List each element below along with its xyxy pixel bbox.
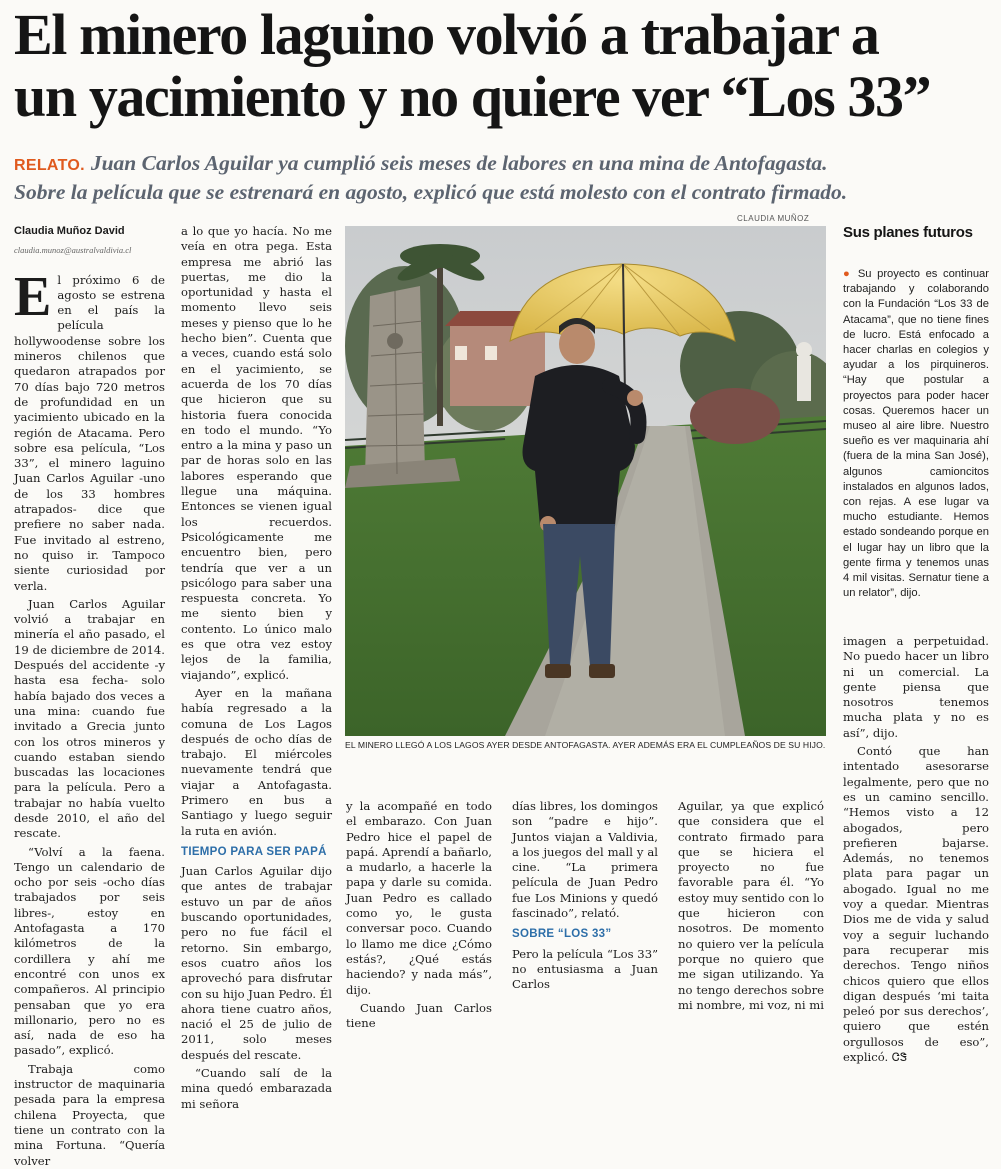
end-mark: ᏣᏕ [891,1050,908,1065]
paragraph: Ayer en la mañana había regresado a la comuna de Los Lagos después de ocho días de trabajo. El miércoles nuevamente tendrá que viajar a Antofagasta. Primero en bus a Santiago y luego seguir la ruta en avión. [181,685,332,838]
paragraph: “Cuando salí de la mina quedó embarazada mi señora [181,1066,332,1111]
paragraph: “Volví a la faena. Tengo un calendario de ocho por seis -ocho días trabajados por seis libres-, estoy en Antofagasta a 170 kilómetros de la cordillera y ahí me encontré con unos ex compañeros. Al principio pensaban que yo era millonario, pero no es así, nada de eso ha pasado”, explicó. [14,844,165,1058]
article-photo [345,226,826,736]
paragraph: imagen a perpetuidad. No puedo hacer un libro ni un comercial. La gente piensa que nosotros tenemos mucha plata y no es así”, dijo. [843,634,989,740]
article-column-4 [512,799,658,992]
paragraph-text: Contó que han intentado asesorarse legalmente, pero que no es un camino sencillo. “Hemos visto a 12 abogados, pero prefieren bajarse. Además, no tenemos plata para pagar un abogado. Igual no me voy a quedar. Mientras Dios me de vida y salud voy a seguir luchando para recuperar mis derechos. Tengo niños chicos quiero que ellos digan después ‘mi taita peleó por sus derechos’, quiero que estén orgullosos de eso”, explicó. [843,744,989,1065]
paragraph [14,265,165,594]
drop-cap: E [14,265,52,328]
paragraph-text: l próximo 6 de agosto se estrena en el país la película hollywoodense sobre los mineros chilenos que quedaron atrapados por 70 días bajo 720 metros de profundidad en un yacimiento ubicado en la región de Atacama. Pero sobre esa película, “Los 33”, el minero laguino Juan Carlos Aguilar -uno de los 33 hombres atrapados- dice que prefiere no saber nada. Fue invitado al estreno, no quiso ir. Tampoco siente curiosidad por verla. [14,272,165,593]
byline-email: claudia.munoz@australvaldivia.cl [14,245,132,256]
paragraph: a lo que yo hacía. No me veía en otra pega. Esta empresa me abrió las puertas, me dio la oportunidad y hasta el momento llevo seis meses y pienso que lo he hecho bien”. Cuenta que a veces, cuando está solo en el yacimiento, se acuerda de los 70 días que hicieron que su historia fuera conocida en todo el mundo. “Yo entro a la mina y paso un par de horas solo en las labores esperando que llegue una máquina. Entonces se vienen igual los recuerdos. Psicológicamente me encuentro bien, pero tendría que ver a un psicólogo para saber una respuesta concreta. Yo me siento bien y contento. Lo único malo es que otra vez estoy lejos de la familia, viajando”, explicó. [181,224,332,682]
article-column-1 [14,224,165,1168]
deck-line-1 [14,151,828,175]
paragraph: Pero la película “Los 33” no entusiasma a Juan Carlos [512,946,658,992]
paragraph: Trabaja como instructor de maquinaria pesada para la empresa chilena Proyecta, que tiene un contrato con la mina Fortuna. “Quería volver [14,1061,165,1168]
photo-caption: EL MINERO LLEGÓ A LOS LAGOS AYER DESDE ANTOFAGASTA. AYER ADEMÁS ERA EL CUMPLEAÑOS DE SU HIJO. [345,740,826,750]
article-column-5 [678,799,824,1012]
paragraph: Aguilar, ya que explicó que considera que el contrato firmado para que se hiciera el proyecto no fue favorable para él. “Yo estoy muy sentido con lo que hicieron con nosotros. De momento no quiero ver la película porque no quiero que me sigan utilizando. Ya no tengo derechos sobre mi nombre, mi voz, ni mi [678,799,824,1012]
paragraph: y la acompañé en todo el embarazo. Con Juan Pedro hice el papel de papá. Aprendí a bañarlo, a mudarlo, a hacerle la papa y darle su comida. Juan Pedro es callado como yo, le gusta conversar poco. Cuando lo llamo me dice ¿Cómo estás?, ¿Qué estás haciendo? y nada más”, dijo. [346,799,492,997]
headline [14,4,994,128]
deck-text-1: Juan Carlos Aguilar ya cumplió seis meses de labores en una mina de Antofagasta. [90,151,828,175]
paragraph [843,744,989,1065]
miner-umbrella-photo [345,226,826,736]
sidebar-body: Su proyecto es continuar trabajando y colaborando con la Fundación “Los 33 de Atacama”, que no tiene fines de lucro. Está enfocado a hacer charlas en colegios y ayudar a los pirquineros. “Hay que postular a proyectos para poder hacer cosas. Queremos hacer un museo al aire libre. Nuestro sueño es ver maquinaria ahí (fuera de la mina San José), algunos camioncitos instalados en algunos lados, con rejas. A ese lugar va mucho estudiante. Hemos estado sondeando porque en el lugar hay un libro que la gente firma y tenemos unas 4 mil visitas. Sernatur tiene a un relator”, dijo. [843,268,990,600]
headline-line-2: un yacimiento y no quiere ver “Los 33” [14,64,931,129]
deck [14,150,994,206]
article-column-3 [346,799,492,1031]
paragraph: Cuando Juan Carlos tiene [346,1000,492,1031]
deck-line-2: Sobre la película que se estrenará en agosto, explicó que está molesto con el contrato firmado. [14,180,848,204]
paragraph: días libres, los domingos son “padre e hijo”. Juntos viajan a Valdivia, a los juegos del mall y al cine. “La primera película de Juan Pedro fue Los Minions y quedó fascinado”, relató. [512,799,658,921]
paragraph: Juan Carlos Aguilar dijo que antes de trabajar estuvo un par de años buscando oportunidades, pero no fue fácil el retorno. Sin embargo, esos cuatro años los aprovechó para disfrutar con su hijo Juan Pedro. Él ahora tiene cuatro años, nació el 25 de julio de 2011, solo meses después del rescate. [181,864,332,1062]
sidebar-title: Sus planes futuros [843,224,973,241]
deck-label: RELATO. [14,157,85,174]
article-column-2 [181,224,332,1111]
paragraph: Juan Carlos Aguilar volvió a trabajar en minería el año pasado, el 19 de diciembre de 2014. Después del accidente -y hasta esa fecha- solo había bajado dos veces a una mina: cuando fue invitado a Grecia junto con los otros mineros y cuando estaban siendo buscadas las locaciones para la película. Pero a trabajar no había vuelto desde 2010, el año del rescate. [14,596,165,841]
sidebar-text [843,267,989,601]
subhead-tiempo: TIEMPO PARA SER PAPÁ [181,845,327,858]
subhead-los-33: SOBRE “LOS 33” [512,928,612,941]
article-column-6 [843,634,989,1065]
bullet-icon: ● [843,268,853,280]
byline-author: Claudia Muñoz David [14,225,125,237]
photo-credit: CLAUDIA MUÑOZ [737,214,810,223]
headline-line-1: El minero laguino volvió a trabajar a [14,2,879,67]
